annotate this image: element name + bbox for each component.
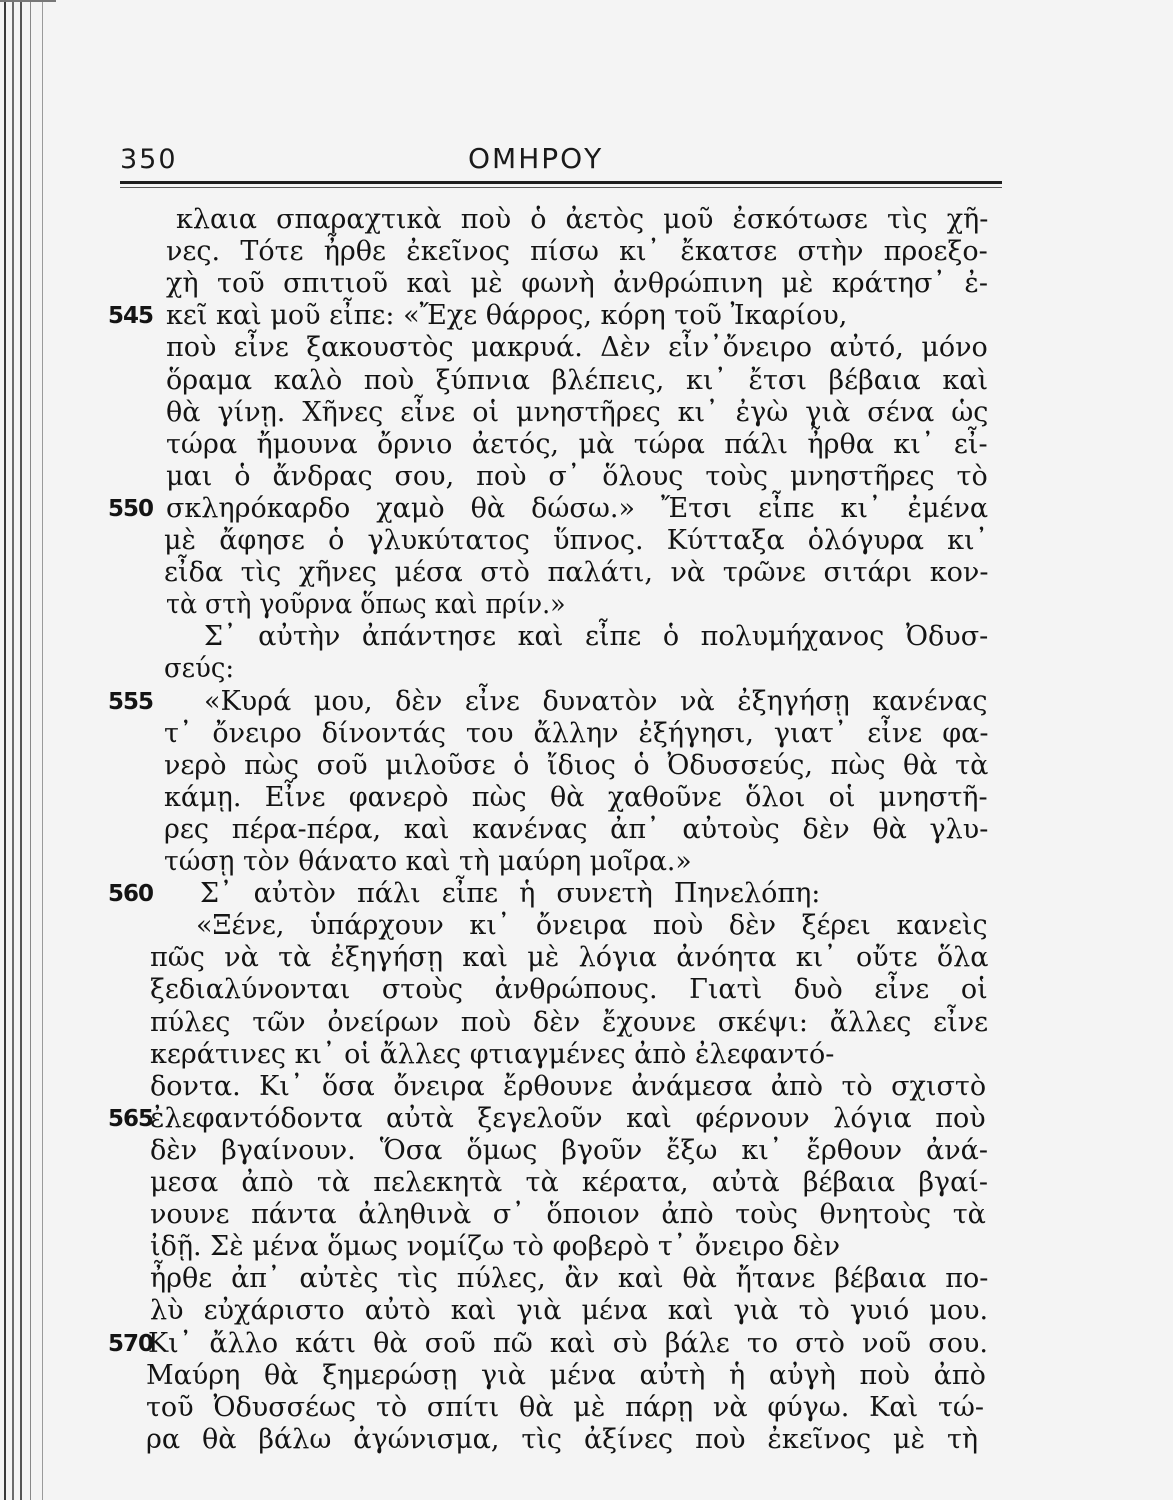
text-line: θὰ γίνῃ. Χῆνες εἶνε οἱ μνηστῆρες κι᾽ ἐγὼ γιὰ σένα ὡς: [166, 397, 989, 428]
page-edge: [30, 0, 31, 1500]
text-line: τὰ στὴ γοῦρνα ὅπως καὶ πρίν.»: [166, 589, 566, 620]
text-line: σεύς:: [164, 653, 235, 684]
page-edge: [12, 0, 14, 1500]
text-line: Σ᾽ αὐτὸν πάλι εἶπε ἡ συνετὴ Πηνελόπη:: [200, 878, 821, 909]
text-line: ποὺ εἶνε ξακουστὸς μακρυά. Δὲν εἶν᾽ὄνειρο αὐτό, μόνο: [166, 332, 988, 363]
text-line: τώρα ἤμουνα ὄρνιο ἀετός, μὰ τώρα πάλι ἦρθα κι᾽ εἶ-: [166, 429, 988, 460]
text-line: ρες πέρα-πέρα, καὶ κανένας ἀπ᾽ αὐτοὺς δὲν θὰ γλυ-: [164, 814, 989, 845]
text-line: κλαια σπαραχτικὰ ποὺ ὁ ἀετὸς μοῦ ἐσκότωσε τὶς χῆ-: [176, 204, 989, 235]
text-line: εἶδα τὶς χῆνες μέσα στὸ παλάτι, νὰ τρῶνε σιτάρι κον-: [164, 557, 989, 588]
header-rule-thin: [120, 187, 1002, 188]
page-number: 350: [120, 144, 178, 175]
text-line: «Ξένε, ὑπάρχουν κι᾽ ὄνειρα ποὺ δὲν ξέρει κανεὶς: [196, 910, 988, 941]
text-line: Κι᾽ ἄλλο κάτι θὰ σοῦ πῶ καὶ σὺ βάλε το στὸ νοῦ σου.: [148, 1328, 988, 1359]
line-number: 560: [108, 881, 154, 907]
running-header-title: ΟΜΗΡΟΥ: [468, 142, 604, 175]
text-line: ὅραμα καλὸ ποὺ ξύπνια βλέπεις, κι᾽ ἔτσι βέβαια καὶ: [166, 365, 989, 396]
line-number: 565: [108, 1106, 154, 1132]
text-line: Σ᾽ αὐτὴν ἀπάντησε καὶ εἶπε ὁ πολυμήχανος Ὀδυσ-: [204, 621, 989, 652]
text-line: κάμῃ. Εἶνε φανερὸ πὼς θὰ χαθοῦνε ὅλοι οἱ μνηστῆ-: [164, 782, 988, 813]
text-line: λὺ εὐχάριστο αὐτὸ καὶ γιὰ μένα καὶ γιὰ τὸ γυιό μου.: [150, 1295, 989, 1326]
text-line: Μαύρη θὰ ξημερώσῃ γιὰ μένα αὐτὴ ἡ αὐγὴ ποὺ ἀπὸ: [146, 1360, 986, 1391]
text-line: σκληρόκαρδο χαμὸ θὰ δώσω.» Ἔτσι εἶπε κι᾽ ἐμένα: [166, 493, 989, 524]
page-edge: [20, 0, 22, 1500]
text-line: μεσα ἀπὸ τὰ πελεκητὰ τὰ κέρατα, αὐτὰ βέβαια βγαί-: [150, 1167, 989, 1198]
text-line: τώσῃ τὸν θάνατο καὶ τὴ μαύρη μοῖρα.»: [164, 846, 692, 877]
line-number: 555: [108, 689, 154, 715]
text-line: ἐλεφαντόδοντα αὐτὰ ξεγελοῦν καὶ φέρνουν λόγια ποὺ: [150, 1103, 986, 1134]
text-line: νερὸ πὼς σοῦ μιλοῦσε ὁ ἴδιος ὁ Ὀδυσσεύς, πὼς θὰ τὰ: [164, 750, 989, 781]
text-line: τοῦ Ὀδυσσέως τὸ σπίτι θὰ μὲ πάρῃ νὰ φύγω. Καὶ τώ-: [146, 1392, 985, 1423]
page-edge: [4, 0, 6, 1500]
text-line: πύλες τῶν ὀνείρων ποὺ δὲν ἔχουνε σκέψι: ἄλλες εἶνε: [150, 1007, 989, 1038]
line-number: 545: [108, 303, 154, 329]
page-edge: [42, 0, 43, 1500]
text-line: ξεδιαλύνονται στοὺς ἀνθρώπους. Γιατὶ δυὸ εἶνε οἱ: [150, 974, 988, 1005]
header-rule: [120, 181, 1002, 184]
text-line: τ᾽ ὄνειρο δίνοντάς του ἄλλην ἐξήγησι, γιατ᾽ εἶνε φα-: [164, 718, 989, 749]
text-line: κεράτινες κι᾽ οἱ ἄλλες φτιαγμένες ἀπὸ ἐλεφαντό-: [150, 1039, 835, 1070]
text-line: κεῖ καὶ μοῦ εἶπε: «Ἔχε θάρρος, κόρη τοῦ Ἰκαρίου,: [166, 300, 848, 331]
text-line: «Κυρά μου, δὲν εἶνε δυνατὸν νὰ ἐξηγήσῃ κανένας: [204, 686, 988, 717]
text-line: πῶς νὰ τὰ ἐξηγήσῃ καὶ μὲ λόγια ἀνόητα κι᾽ οὔτε ὅλα: [150, 942, 989, 973]
text-line: ἦρθε ἀπ᾽ αὐτὲς τὶς πύλες, ἂν καὶ θὰ ἤτανε βέβαια πο-: [150, 1263, 989, 1294]
text-line: ρα θὰ βάλω ἀγώνισμα, τὶς ἀξίνες ποὺ ἐκεῖνος μὲ τὴ: [146, 1424, 979, 1455]
text-line: νουνε πάντα ἀληθινὰ σ᾽ ὅποιον ἀπὸ τοὺς θνητοὺς τὰ: [150, 1199, 986, 1230]
text-line: δοντα. Κι᾽ ὅσα ὄνειρα ἔρθουνε ἀνάμεσα ἀπὸ τὸ σχιστὸ: [150, 1071, 987, 1102]
line-number: 570: [108, 1331, 154, 1357]
text-line: νες. Τότε ἦρθε ἐκεῖνος πίσω κι᾽ ἔκατσε στὴν προεξο-: [166, 236, 988, 267]
page-edges: [0, 0, 60, 1500]
text-line: μὲ ἄφησε ὁ γλυκύτατος ὕπνος. Κύτταξα ὁλόγυρα κι᾽: [164, 525, 989, 556]
text-line: χὴ τοῦ σπιτιοῦ καὶ μὲ φωνὴ ἀνθρώπινη μὲ κράτησ᾽ ἐ-: [166, 268, 988, 299]
page-corner: [0, 0, 56, 42]
text-line: μαι ὁ ἄνδρας σου, ποὺ σ᾽ ὅλους τοὺς μνηστῆρες τὸ: [166, 461, 988, 492]
line-number: 550: [108, 496, 154, 522]
text-line: ἰδῇ. Σὲ μένα ὅμως νομίζω τὸ φοβερὸ τ᾽ ὄνειρο δὲν: [150, 1231, 841, 1262]
text-line: δὲν βγαίνουν. Ὅσα ὅμως βγοῦν ἔξω κι᾽ ἔρθουν ἀνά-: [150, 1135, 988, 1166]
